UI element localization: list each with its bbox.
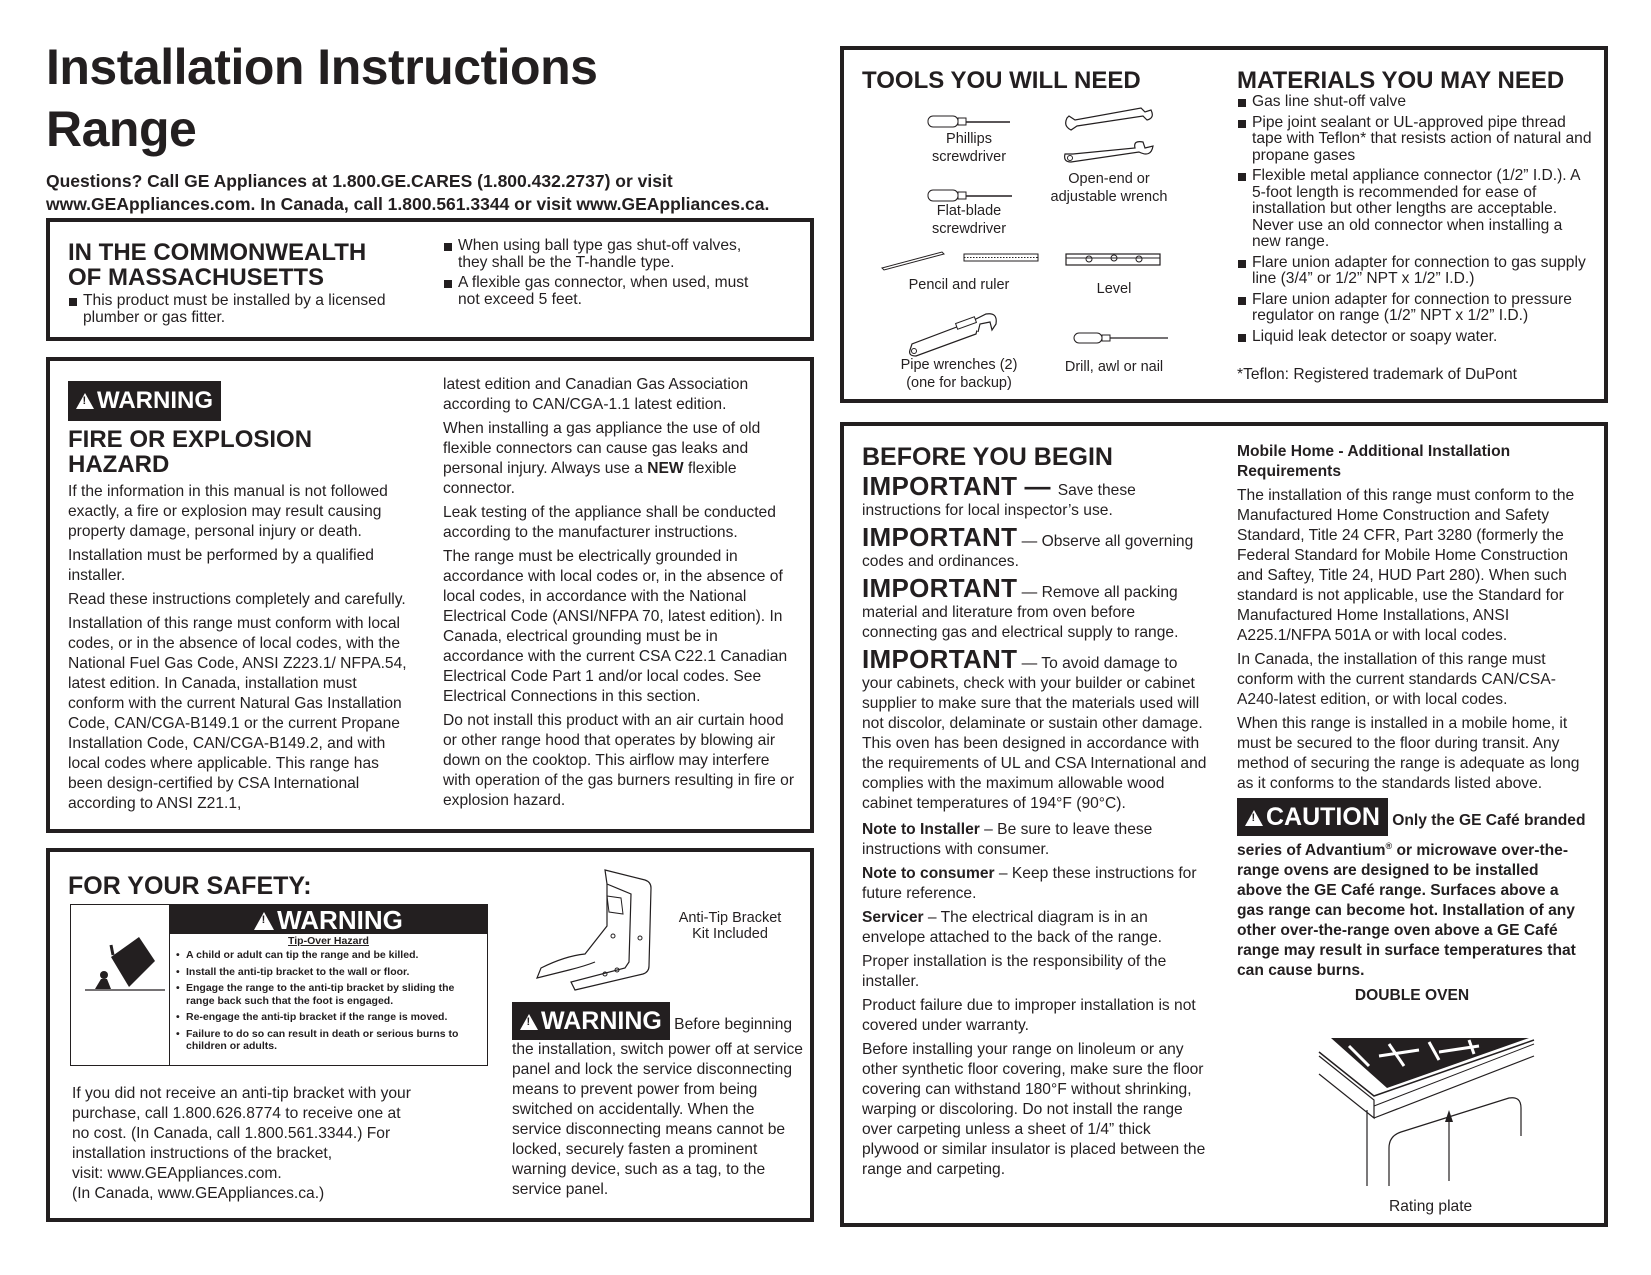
- tool-label-pencil: [884, 276, 1034, 294]
- important-dash: —: [1017, 471, 1058, 501]
- important-item: [862, 644, 1207, 814]
- warning-label: [68, 381, 221, 421]
- safety-box: [46, 848, 814, 1222]
- massachusetts-heading-1: IN THE COMMONWEALTH: [68, 239, 367, 266]
- mobile-home-paragraph: The installation of this range must conform to the Manufactured Home Construction and Safety Standard, Title 24 CFR, Part 3280 (formerly the Federal Standard for Mobile Home Construction and Saftey, Title 24, HUD Part 280). When such standard is not applicable, use the Standard for Manufactured Home Installations, ANSI A225.1/NFPA 501A or with local codes.: [1237, 487, 1575, 644]
- important-label: IMPORTANT: [862, 522, 1018, 552]
- important-text: Remove all packing material and literature from oven before connecting gas and electrical supply to range.: [862, 584, 1179, 641]
- tool-label-level: [1039, 280, 1189, 298]
- important-text: To avoid damage to your cabinets, check with your builder or cabinet supplier to make sure that the materials used will not discolor, delaminate or sustain other damage. This oven has been designed in accordance with the requirements of UL and CSA International and complies with the maximum allowable wood cabinet temperatures of 194°F (90°C).: [862, 655, 1207, 812]
- tip-over-item: • Install the anti-tip bracket to the wall or floor.: [174, 966, 479, 979]
- caution-label-text: CAUTION: [1266, 803, 1380, 831]
- page-title-line1: Installation Instructions: [46, 39, 598, 95]
- caution-text: Only the GE Café: [1392, 812, 1520, 829]
- tools-heading: TOOLS YOU WILL NEED: [862, 67, 1141, 94]
- pipe-wrench-icon: [906, 310, 1006, 358]
- tool-label-line: Open-end or: [1068, 171, 1150, 187]
- power-warning-label-text: WARNING: [541, 1007, 662, 1035]
- bracket-caption-line: Kit Included: [692, 926, 768, 942]
- page-title-line2: Range: [46, 101, 197, 157]
- materials-item: Gas line shut-off valve: [1237, 94, 1593, 111]
- materials-item: Flare union adapter for connection to pressure regulator on range (1/2” NPT x 1/2” I.D.): [1237, 292, 1593, 325]
- fire-paragraph: If the information in this manual is not followed exactly, a fire or explosion may result causing property damage, personal injury or death.: [68, 483, 388, 540]
- power-warning-text: the installation, switch power off at service panel and lock the service disconnecting means to prevent power from being switched on accidentally. When the service disconnecting means cannot be locked, securely fasten a prominent warning device, such as a tag, to the service panel.: [512, 1041, 803, 1198]
- rating-plate-caption: Rating plate: [1389, 1198, 1473, 1215]
- materials-item: Flexible metal appliance connector (1/2” I.D.). A 5-foot length is recommended for ease of installation but other lengths are acceptable. Never use an old connector when installing a new range.: [1237, 168, 1593, 251]
- contact-line2: www.GEAppliances.com. In Canada, call 1.800.561.3344 or visit www.GEAppliances.ca.: [46, 194, 770, 214]
- tip-over-label: [70, 904, 488, 1066]
- important-dash: —: [1017, 533, 1042, 550]
- important-text: Observe all governing codes and ordinances.: [862, 533, 1194, 570]
- safety-heading: FOR YOUR SAFETY:: [68, 872, 312, 900]
- tool-label-phillips: [894, 130, 1044, 166]
- warning-triangle-icon: [254, 912, 274, 930]
- mobile-home-paragraph: In Canada, the installation of this range must conform with the current standards CAN/CSA-A240-latest edition, or with local codes.: [1237, 651, 1556, 708]
- wrench-icon: [1059, 106, 1159, 170]
- important-text: Save these instructions for local inspector’s use.: [862, 482, 1136, 519]
- caution-text: branded series of Advantium: [1237, 812, 1586, 860]
- tip-over-item: • Re-engage the anti-tip bracket if the range is moved.: [174, 1011, 479, 1024]
- fire-paragraph: Do not install this product with an air curtain hood or other range hood that operates by blowing air down on the cooktop. This airflow may interfere with operation of the gas burners resulting in fire or explosion hazard.: [443, 712, 795, 809]
- note-label: Note to consumer: [862, 865, 995, 882]
- power-warning-label: [512, 1002, 670, 1040]
- warning-triangle-icon: [520, 1014, 538, 1030]
- no-bracket-line: (In Canada, www.GEAppliances.ca.): [72, 1185, 325, 1202]
- bracket-caption-line: Anti-Tip Bracket: [678, 910, 782, 926]
- power-warning: [512, 1002, 804, 1200]
- tip-over-pictogram: [71, 905, 170, 1065]
- tool-label-line: Pencil and ruler: [908, 277, 1010, 293]
- before-you-begin-box: [840, 422, 1608, 1227]
- mobile-home-section: [1237, 442, 1587, 1005]
- tip-over-item: • Failure to do so can result in death or serious burns to children or adults.: [174, 1028, 479, 1053]
- tip-over-list: [174, 949, 479, 1057]
- registered-mark: ®: [1385, 841, 1393, 851]
- fire-paragraph: [443, 419, 795, 499]
- materials-item: Liquid leak detector or soapy water.: [1237, 329, 1593, 346]
- before-heading: BEFORE YOU BEGIN: [862, 443, 1113, 471]
- massachusetts-box: [46, 218, 814, 341]
- before-paragraph: Before installing your range on linoleum or any other synthetic floor covering, make sure the floor covering can withstand 180°F without shrinking, warping or discoloring. Do not install the range over carpeting unless a sheet of 1/4” thick plywood or similar insulator is placed between the range and carpeting.: [862, 1041, 1206, 1178]
- new-emphasis: NEW: [647, 460, 684, 477]
- no-bracket-line: If you did not receive an anti-tip bracket with your: [72, 1085, 411, 1102]
- fire-heading-2: HAZARD: [68, 451, 170, 478]
- caution-text: or microwave over-the-range ovens are designed to be installed above the GE Café range. Surfaces above a gas range can become hot. Installation of any other over-the-range oven above a GE Café range may result in surface temperatures that can cause burns.: [1237, 842, 1576, 980]
- no-bracket-text: [72, 1084, 462, 1204]
- fire-paragraph: Installation of this range must conform with local codes, or in the absence of local codes, with the National Fuel Gas Code, ANSI Z223.1/ NFPA.54, latest edition. In Canada, installation must conform with the current Natural Gas Installation Code, CAN/CGA-B149.1 or the current Propane Installation Code, CAN/CGA-B149.2, and with local codes where applicable. This range has been design-certified by CSA International according to ANSI Z21.1,: [68, 615, 407, 812]
- massachusetts-bullet: A flexible gas connector, when used, must not exceed 5 feet.: [443, 275, 773, 308]
- teflon-footnote: *Teflon: Registered trademark of DuPont: [1237, 366, 1517, 383]
- contact-line1: Questions? Call GE Appliances at 1.800.GE.CARES (1.800.432.2737) or visit: [46, 171, 673, 191]
- no-bracket-line: no cost. (In Canada, call 1.800.561.3344.) For: [72, 1125, 391, 1142]
- caution-block: [1237, 798, 1587, 981]
- note-item: [862, 864, 1207, 904]
- mobile-home-paragraph: When this range is installed in a mobile home, it must be secured to the floor during transit. Any method of securing the range is adequate as long as it conforms to the standards listed above.: [1237, 715, 1580, 792]
- caution-triangle-icon: [1245, 810, 1263, 826]
- materials-heading: MATERIALS YOU MAY NEED: [1237, 67, 1565, 94]
- massachusetts-heading-2: OF MASSACHUSETTS: [68, 264, 325, 291]
- tool-label-line: (one for backup): [906, 375, 1012, 391]
- phillips-screwdriver-icon: [926, 112, 1016, 132]
- important-dash: —: [1017, 584, 1042, 601]
- important-label: IMPORTANT: [862, 471, 1018, 501]
- tool-label-line: Phillips: [946, 131, 992, 147]
- tip-over-item: • Engage the range to the anti-tip bracket by sliding the range back such that the foot is engaged.: [174, 982, 479, 1007]
- tip-warning-text: WARNING: [277, 905, 403, 935]
- before-paragraph: Product failure due to improper installation is not covered under warranty.: [862, 997, 1196, 1034]
- awl-icon: [1072, 330, 1172, 348]
- fire-paragraph: Installation must be performed by a qualified installer.: [68, 547, 374, 584]
- important-item: [862, 573, 1207, 643]
- tool-label-line: Flat-blade: [936, 203, 1002, 219]
- note-text: – Keep these instructions for future reference.: [862, 865, 1197, 902]
- bracket-caption: [670, 910, 790, 942]
- note-item: [862, 820, 1207, 860]
- note-text: – Be sure to leave these instructions with consumer.: [862, 821, 1153, 858]
- important-dash: —: [1017, 655, 1042, 672]
- fire-paragraph: latest edition and Canadian Gas Association according to CAN/CGA-1.1 latest edition.: [443, 376, 749, 413]
- tool-label-pipe-wrench: [884, 356, 1034, 392]
- massachusetts-bullet: This product must be installed by a licensed plumber or gas fitter.: [68, 293, 413, 326]
- power-warning-text: Before beginning: [674, 1016, 793, 1033]
- pencil-ruler-icon: [880, 248, 1040, 272]
- note-text: – The electrical diagram is in an envelope attached to the back of the range.: [862, 909, 1162, 946]
- fire-text: flexible connector.: [443, 460, 737, 497]
- mobile-home-heading: Mobile Home - Additional Installation Requirements: [1237, 443, 1511, 480]
- tool-label-line: adjustable wrench: [1050, 189, 1168, 205]
- level-icon: [1064, 250, 1164, 270]
- important-label: IMPORTANT: [862, 573, 1018, 603]
- tip-over-subtitle: Tip-Over Hazard: [288, 935, 369, 947]
- caution-label: [1237, 798, 1388, 836]
- fire-heading-1: FIRE OR EXPLOSION: [68, 426, 313, 453]
- tipping-range-icon: [71, 905, 169, 1065]
- materials-item: Flare union adapter for connection to gas supply line (3/4” or 1/2” NPT x 1/2” I.D.): [1237, 255, 1593, 288]
- materials-list: [1237, 94, 1593, 349]
- note-label: Servicer: [862, 909, 924, 926]
- fire-paragraph: Read these instructions completely and carefully.: [68, 591, 406, 608]
- no-bracket-line: purchase, call 1.800.626.8774 to receive one at: [72, 1105, 401, 1122]
- warning-triangle-icon: [76, 393, 94, 409]
- range-rating-plate-illustration: [1309, 1036, 1549, 1196]
- fire-paragraph: The range must be electrically grounded in accordance with local codes or, in the absence of local codes, in accordance with the National Electrical Code (ANSI/NFPA 70, latest edition). In Canada, electrical grounding must be in accordance with the current CSA C22.1 Canadian Electrical Code Part 1 and/or local codes. See Electrical Connections in this section.: [443, 548, 788, 705]
- tool-label-line: screwdriver: [931, 149, 1007, 165]
- anti-tip-bracket-icon: [525, 866, 665, 996]
- tool-label-line: Pipe wrenches (2): [900, 357, 1018, 373]
- tools-materials-box: [840, 46, 1608, 403]
- fire-warning-box: [46, 357, 814, 833]
- fire-text: When installing a gas appliance the use of old flexible connectors can cause gas leaks and personal injury. Always use a: [443, 420, 761, 477]
- massachusetts-bullet: When using ball type gas shut-off valves, they shall be the T-handle type.: [443, 238, 773, 271]
- tool-label-flat: [894, 202, 1044, 238]
- fire-paragraph: Leak testing of the appliance shall be conducted according to the manufacturer instructions.: [443, 504, 776, 541]
- important-label: IMPORTANT: [862, 644, 1018, 674]
- tool-label-line: Level: [1096, 281, 1132, 297]
- important-item: [862, 522, 1207, 572]
- tip-warning-banner: [170, 905, 487, 934]
- important-item: [862, 471, 1207, 521]
- tool-label-line: Drill, awl or nail: [1064, 359, 1164, 375]
- tool-label-wrench: [1034, 170, 1184, 206]
- no-bracket-line: installation instructions of the bracket,: [72, 1145, 333, 1162]
- tip-over-item: • A child or adult can tip the range and be killed.: [174, 949, 479, 962]
- no-bracket-line: visit: www.GEAppliances.com.: [72, 1165, 282, 1182]
- note-item: [862, 908, 1207, 948]
- before-paragraph: Proper installation is the responsibility of the installer.: [862, 953, 1167, 990]
- tool-label-awl: [1039, 358, 1189, 376]
- materials-item: Pipe joint sealant or UL-approved pipe thread tape with Teflon* that resists action of natural and propane gases: [1237, 115, 1593, 165]
- page-header: [46, 36, 769, 216]
- double-oven-title: DOUBLE OVEN: [1354, 987, 1470, 1005]
- note-label: Note to Installer: [862, 821, 980, 838]
- tool-label-line: screwdriver: [931, 221, 1007, 237]
- warning-label-text: WARNING: [97, 387, 213, 414]
